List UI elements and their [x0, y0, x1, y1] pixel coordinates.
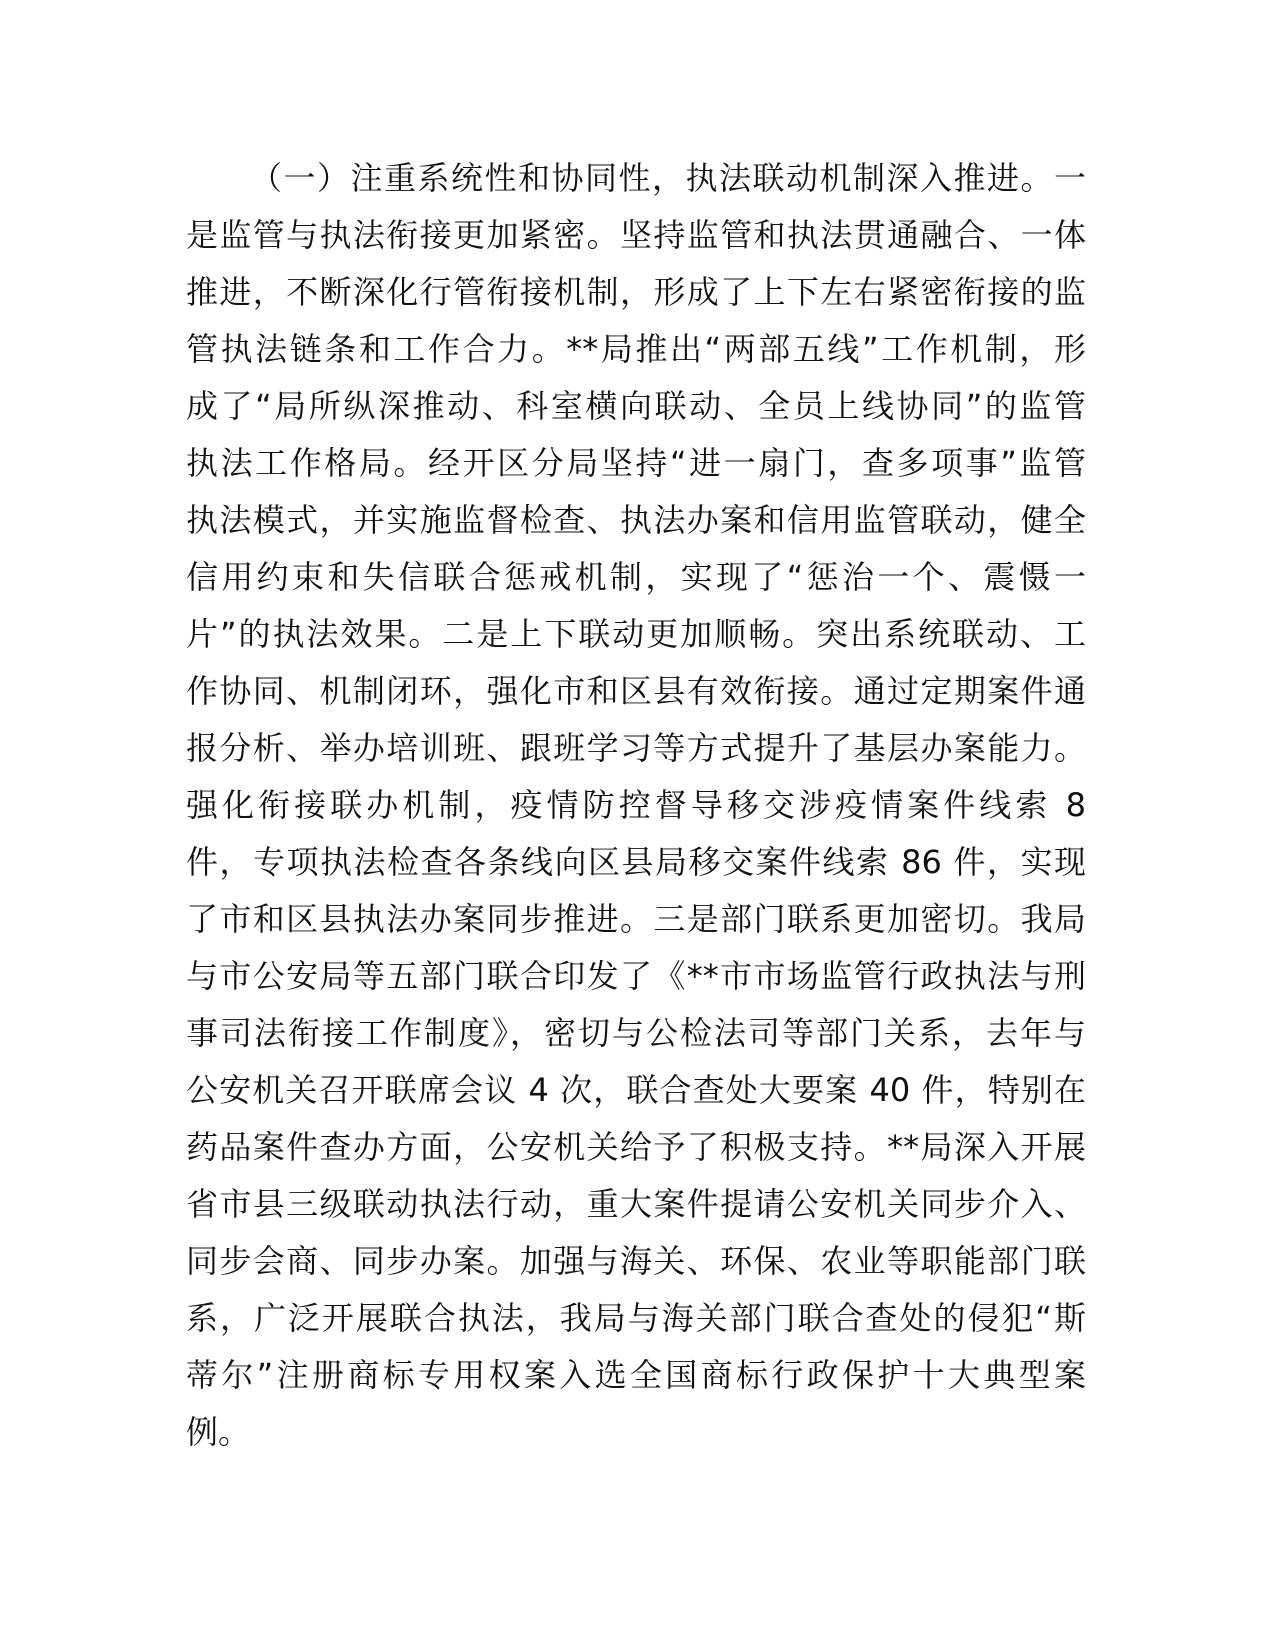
- paragraph-line: 系，广泛开展联合执法，我局与海关部门联合查处的侵犯“斯: [186, 1299, 1086, 1337]
- paragraph-line: 省市县三级联动执法行动，重大案件提请公安机关同步介入、: [186, 1185, 1086, 1223]
- paragraph-line: 报分析、举办培训班、跟班学习等方式提升了基层办案能力。: [186, 729, 1086, 767]
- paragraph-line: 强化衔接联办机制，疫情防控督导移交涉疫情案件线索 8: [186, 786, 1086, 824]
- paragraph-line: 与市公安局等五部门联合印发了《**市市场监管行政执法与刑: [186, 957, 1086, 995]
- paragraph-line: 管执法链条和工作合力。**局推出“两部五线”工作机制，形: [186, 330, 1086, 368]
- paragraph-line: 成了“局所纵深推动、科室横向联动、全员上线协同”的监管: [186, 387, 1086, 425]
- paragraph-line: 推进，不断深化行管衔接机制，形成了上下左右紧密衔接的监: [186, 273, 1086, 311]
- paragraph-line: 片”的执法效果。二是上下联动更加顺畅。突出系统联动、工: [186, 615, 1086, 653]
- paragraph-line: 信用约束和失信联合惩戒机制，实现了“惩治一个、震慑一: [186, 558, 1086, 596]
- paragraph-line: 例。: [186, 1413, 251, 1451]
- paragraph-line: 事司法衔接工作制度》，密切与公检法司等部门关系，去年与: [186, 1014, 1086, 1052]
- paragraph-line: 药品案件查办方面，公安机关给予了积极支持。**局深入开展: [186, 1128, 1086, 1166]
- paragraph-line: 公安机关召开联席会议 4 次，联合查处大要案 40 件，特别在: [186, 1071, 1086, 1109]
- body-paragraph: [186, 150, 1086, 1461]
- paragraph-line: 蒂尔”注册商标专用权案入选全国商标行政保护十大典型案: [186, 1356, 1086, 1394]
- paragraph-line: 了市和区县执法办案同步推进。三是部门联系更加密切。我局: [186, 900, 1086, 938]
- paragraph-line: 同步会商、同步办案。加强与海关、环保、农业等职能部门联: [186, 1242, 1086, 1280]
- paragraph-line: 件，专项执法检查各条线向区县局移交案件线索 86 件，实现: [186, 843, 1086, 881]
- paragraph-line: 执法工作格局。经开区分局坚持“进一扇门，查多项事”监管: [186, 444, 1086, 482]
- paragraph-line: 作协同、机制闭环，强化市和区县有效衔接。通过定期案件通: [186, 672, 1086, 710]
- paragraph-line: 执法模式，并实施监督检查、执法办案和信用监管联动，健全: [186, 501, 1086, 539]
- paragraph-line: （一）注重系统性和协同性，执法联动机制深入推进。一: [250, 159, 1086, 197]
- paragraph-line: 是监管与执法衔接更加紧密。坚持监管和执法贯通融合、一体: [186, 216, 1086, 254]
